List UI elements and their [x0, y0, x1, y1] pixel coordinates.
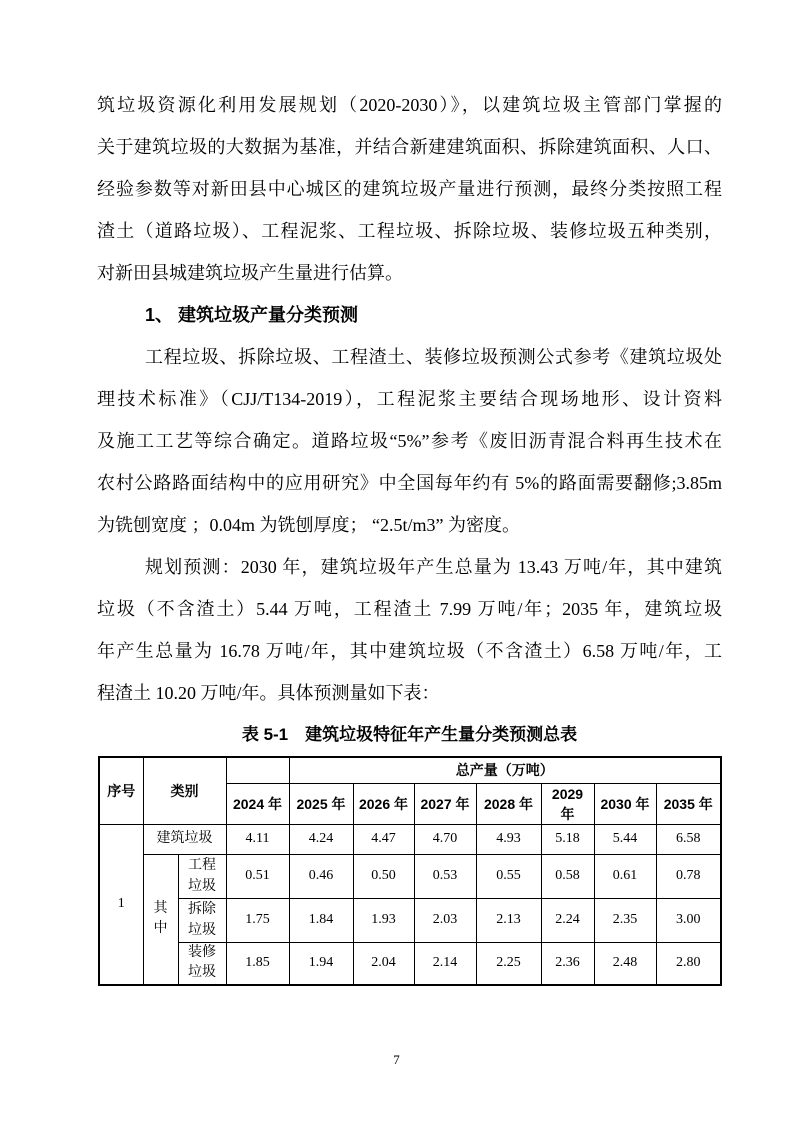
table-cell: 2.14: [414, 943, 476, 985]
table-cell: 4.11: [226, 825, 289, 855]
body-text-line: 筑垃圾资源化利用发展规划（2020-2030）》，以建筑垃圾主管部门掌握的: [97, 95, 722, 115]
header-cell-year: 2028 年: [476, 783, 541, 825]
body-text-line: 农村公路路面结构中的应用研究》中全国每年约有 5%的路面需要翻修;3.85m: [97, 473, 722, 493]
cell-row-label: 装修垃圾: [178, 943, 226, 985]
table-cell: 0.51: [226, 855, 289, 899]
body-text-line: 规划预测：2030 年，建筑垃圾年产生总量为 13.43 万吨/年，其中建筑: [145, 557, 722, 577]
table-row: [99, 899, 721, 943]
table-cell: 0.61: [594, 855, 656, 899]
body-text-line: 经验参数等对新田县中心城区的建筑垃圾产量进行预测，最终分类按照工程: [97, 179, 722, 199]
table-cell: 3.00: [656, 899, 721, 943]
table-row: [99, 855, 721, 899]
body-text-line: 渣土（道路垃圾）、工程泥浆、工程垃圾、拆除垃圾、装修垃圾五种类别，: [97, 221, 722, 241]
header-cell-year: 2035 年: [656, 783, 721, 825]
table-cell: 1.93: [353, 899, 414, 943]
table-caption: 表 5-1 建筑垃圾特征年产生量分类预测总表: [241, 725, 578, 744]
header-cell-empty: [226, 757, 289, 783]
table-cell: 0.53: [414, 855, 476, 899]
table-cell: 2.36: [541, 943, 594, 985]
table-cell: 4.70: [414, 825, 476, 855]
table-row: [99, 943, 721, 985]
table-cell: 2.80: [656, 943, 721, 985]
body-text-line: 为铣刨宽度 ；0.04m 为铣刨厚度； “2.5t/m3” 为密度。: [97, 515, 520, 535]
table-cell: 4.93: [476, 825, 541, 855]
body-text-line: 程渣土 10.20 万吨/年。具体预测量如下表：: [97, 683, 440, 703]
body-text-line: 工程垃圾、拆除垃圾、工程渣土、装修垃圾预测公式参考《建筑垃圾处: [145, 347, 722, 367]
section-heading: 1、 建筑垃圾产量分类预测: [145, 305, 359, 325]
header-cell-category: 类别: [143, 757, 226, 825]
document-body: [97, 84, 722, 986]
table-cell: 1.94: [289, 943, 353, 985]
table-cell: 4.47: [353, 825, 414, 855]
table-cell: 0.50: [353, 855, 414, 899]
header-cell-year: 2029 年: [541, 783, 594, 825]
body-text-line: 对新田县城建筑垃圾产生量进行估算。: [97, 263, 403, 283]
forecast-table: [98, 756, 722, 986]
table-cell: 0.58: [541, 855, 594, 899]
body-text-line: 理技术标准》（CJJ/T134-2019），工程泥浆主要结合现场地形、设计资料: [97, 389, 722, 409]
table-cell: 5.18: [541, 825, 594, 855]
header-cell-total-output: 总产量（万吨）: [289, 757, 721, 783]
table-cell: 0.55: [476, 855, 541, 899]
table-cell: 2.13: [476, 899, 541, 943]
cell-group-label: 其中: [143, 855, 178, 985]
cell-row-label: 拆除垃圾: [178, 899, 226, 943]
cell-row-label: 工程垃圾: [178, 855, 226, 899]
cell-seq-number: 1: [99, 825, 143, 985]
table-cell: 1.84: [289, 899, 353, 943]
table-cell: 2.24: [541, 899, 594, 943]
page-number: 7: [393, 1052, 400, 1067]
header-cell-year: 2027 年: [414, 783, 476, 825]
body-text-line: 关于建筑垃圾的大数据为基准，并结合新建建筑面积、拆除建筑面积、人口、: [97, 137, 722, 157]
table-cell: 0.46: [289, 855, 353, 899]
table-cell: 2.25: [476, 943, 541, 985]
table-cell: 1.75: [226, 899, 289, 943]
table-header-row-1: [99, 757, 721, 783]
table-cell: 2.04: [353, 943, 414, 985]
body-text-line: 垃圾（不含渣土）5.44 万吨，工程渣土 7.99 万吨/年；2035 年，建筑垃圾: [97, 599, 722, 619]
body-text-line: 及施工工艺等综合确定。道路垃圾“5%”参考《废旧沥青混合料再生技术在: [97, 431, 722, 451]
table-cell: 2.03: [414, 899, 476, 943]
header-cell-year: 2025 年: [289, 783, 353, 825]
table-row: [99, 825, 721, 855]
header-cell-year: 2024 年: [226, 783, 289, 825]
table-cell: 0.78: [656, 855, 721, 899]
header-cell-year: 2026 年: [353, 783, 414, 825]
table-cell: 5.44: [594, 825, 656, 855]
header-cell-year: 2030 年: [594, 783, 656, 825]
header-cell-seq: 序号: [99, 757, 143, 825]
table-cell: 1.85: [226, 943, 289, 985]
cell-row-label: 建筑垃圾: [143, 825, 226, 855]
table-cell: 2.35: [594, 899, 656, 943]
table-cell: 4.24: [289, 825, 353, 855]
table-cell: 6.58: [656, 825, 721, 855]
body-text-line: 年产生总量为 16.78 万吨/年，其中建筑垃圾（不含渣土）6.58 万吨/年，工: [97, 641, 722, 661]
table-cell: 2.48: [594, 943, 656, 985]
